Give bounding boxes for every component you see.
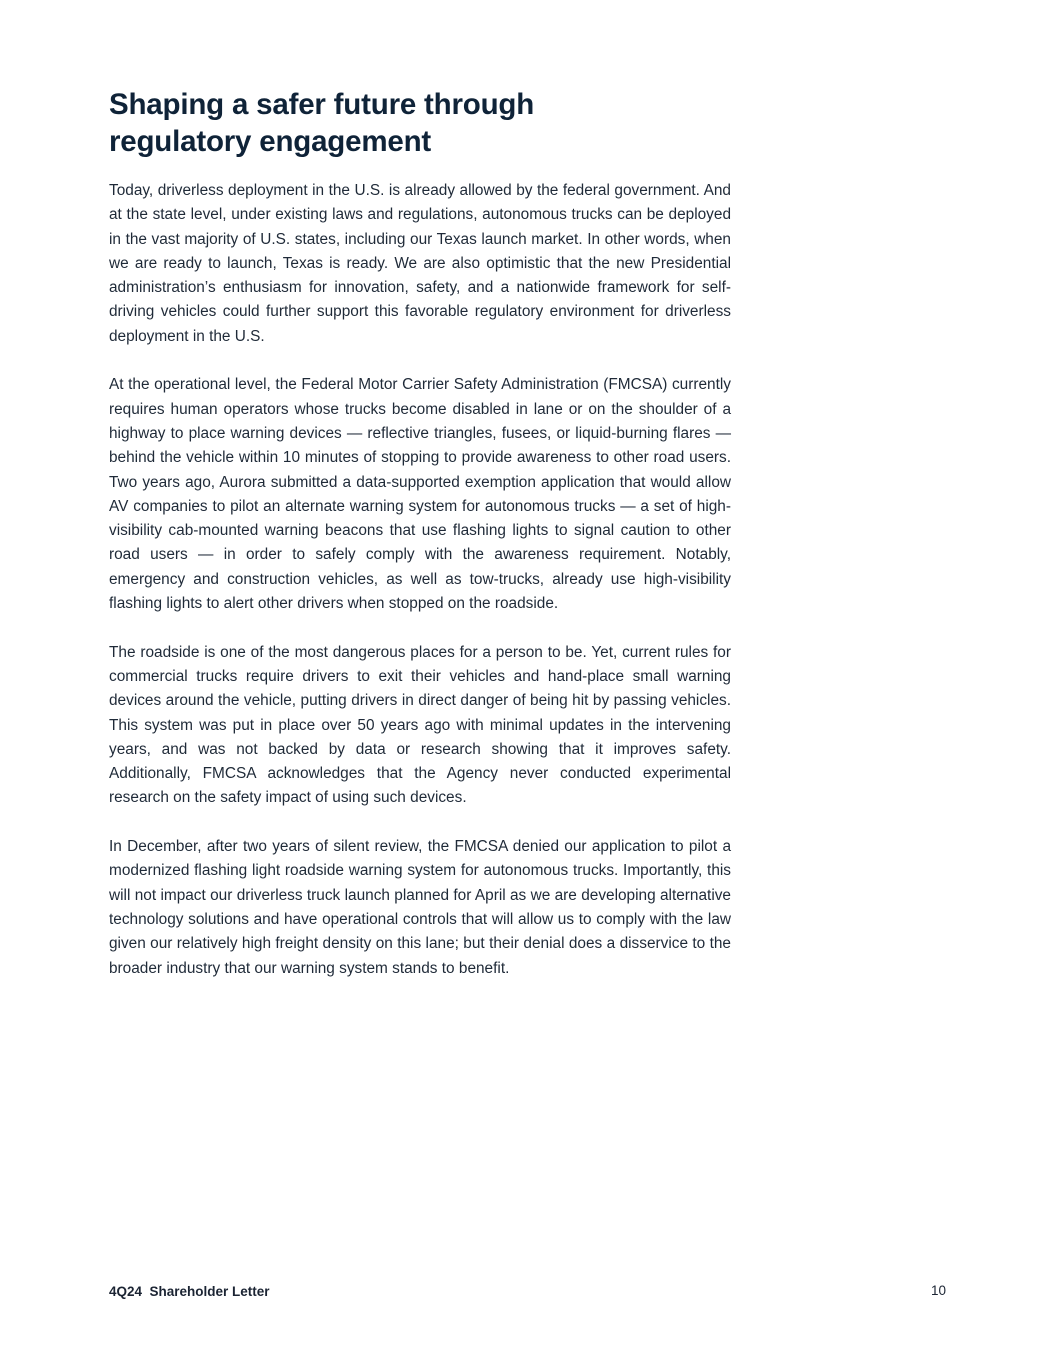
page-title-line-1: Shaping a safer future through xyxy=(109,88,535,121)
footer-page-number: 10 xyxy=(930,1283,946,1298)
page-title-line-2: regulatory engagement xyxy=(109,125,432,158)
footer-document-label: 4Q24 Shareholder Letter xyxy=(109,1284,270,1299)
paragraph-roadside-danger: The roadside is one of the most dangerous places for a person to be. Yet, current rules for commercial trucks require drivers to exit their vehicles and hand-place small warning devices around the vehicle, putting drivers in direct danger of being hit by passing vehicles. This system was put in place over 50 years ago with minimal updates in the intervening years, and was not backed by data or research showing that it improves safety. Additionally, FMCSA acknowledges that the Agency never conducted experimental research on the safety impact of using such devices. xyxy=(109,643,731,807)
paragraph-fmcsa-requirements: At the operational level, the Federal Motor Carrier Safety Administration (FMCSA) currently requires human operators whose trucks become disabled in lane or on the shoulder of a highway to place warning devices — reflective triangles, fusees, or liquid-burning flares — behind the vehicle within 10 minutes of stopping to provide awareness to other road users. Two years ago, Aurora submitted a data-supported exemption application that would allow AV companies to pilot an alternate warning system for autonomous trucks — a set of high-visibility cab-mounted warning beacons that use flashing lights to signal caution to other road users — in order to safely comply with the awareness requirement. Notably, emergency and construction vehicles, as well as tow-trucks, already use high-visibility flashing lights to alert other drivers when stopped on the roadside. xyxy=(109,376,731,613)
paragraph-deployment: Today, driverless deployment in the U.S. is already allowed by the federal government. And at the state level, under existing laws and regulations, autonomous trucks can be deployed in the vast majority of U.S. states, including our Texas launch market. In other words, when we are ready to launch, Texas is ready. We are also optimistic that the new Presidential administration’s enthusiasm for innovation, safety, and a nationwide framework for self-driving vehicles could further support this favorable regulatory environment for driverless deployment in the U.S. xyxy=(109,182,731,345)
paragraph-fmcsa-denial: In December, after two years of silent review, the FMCSA denied our application to pilot a modernized flashing light roadside warning system for autonomous trucks. Importantly, this will not impact our driverless truck launch planned for April as we are developing alternative technology solutions and have operational controls that will allow us to comply with the law given our relatively high freight density on this lane; but their denial does a disservice to the broader industry that our warning system stands to benefit. xyxy=(109,838,731,977)
page-title xyxy=(109,86,629,160)
body-text xyxy=(109,179,731,1005)
